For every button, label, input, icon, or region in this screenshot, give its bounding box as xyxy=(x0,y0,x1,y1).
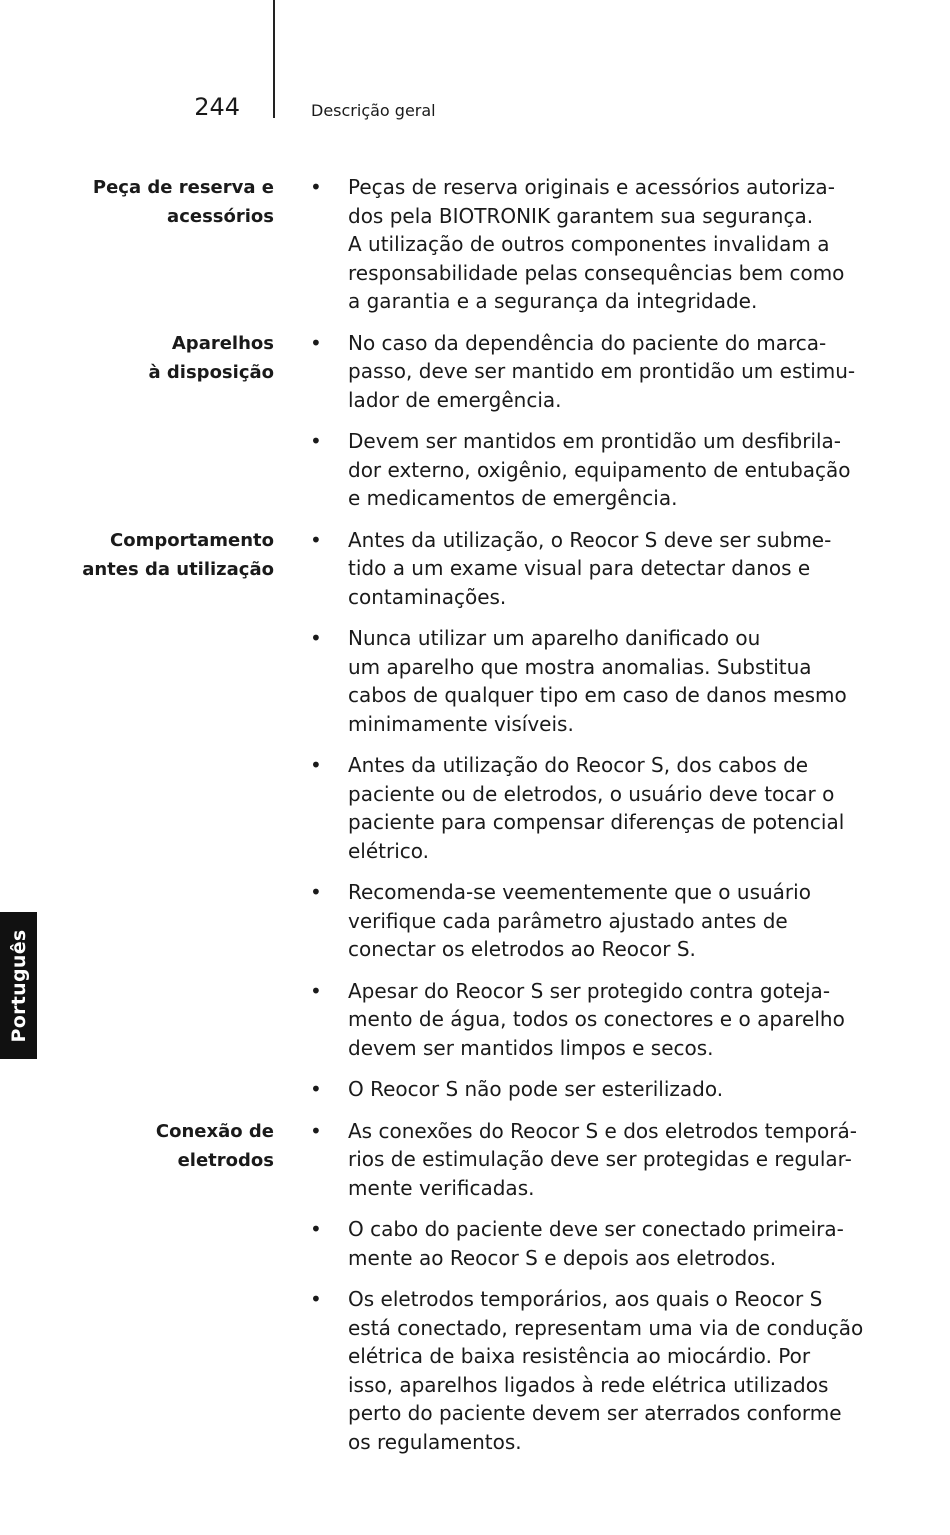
list-item-line: paciente ou de eletrodos, o usuário deve tocar o xyxy=(348,781,835,806)
section-label xyxy=(0,526,274,1117)
page-header-title: Descrição geral xyxy=(311,101,436,120)
list-item-line: e medicamentos de emergência. xyxy=(348,486,678,510)
list-item xyxy=(310,526,835,612)
list-item-line: um aparelho que mostra anomalias. Substitua xyxy=(348,654,812,679)
section-label xyxy=(0,329,274,526)
list-item-line: • Antes da utilização do Reocor S, dos cabos de xyxy=(348,753,809,777)
list-item-line: conectar os eletrodos ao Reocor S. xyxy=(348,937,696,961)
section-label-line: Peça de reserva e xyxy=(92,177,274,198)
list-item-line: elétrico. xyxy=(348,838,430,863)
section-label-line: antes da utilização xyxy=(82,558,274,580)
list-item-line: • Os eletrodos temporários, aos quais o Reocor S xyxy=(348,1287,823,1311)
bullet-list xyxy=(310,1117,864,1470)
list-item-line: • Antes da utilização, o Reocor S deve ser subme- xyxy=(348,527,832,552)
list-item xyxy=(310,878,835,964)
section-label-line: Aparelhos xyxy=(171,332,274,354)
list-item xyxy=(310,624,847,738)
list-item-line: está conectado, representam uma via de condução xyxy=(348,1315,864,1340)
list-item-line: tido a um exame visual para detectar danos e xyxy=(348,556,811,580)
list-item xyxy=(310,427,851,513)
list-item-line: • Nunca utilizar um aparelho danificado ou xyxy=(348,626,761,650)
list-item xyxy=(310,1285,864,1456)
bullet-list xyxy=(310,329,856,526)
list-item xyxy=(310,977,845,1063)
list-item-line: dos pela BIOTRONIK garantem sua segurança. xyxy=(348,203,814,228)
list-item-line: A utilização de outros componentes invalidam a xyxy=(348,232,830,256)
list-item-line: responsabilidade pelas consequências bem como xyxy=(348,260,845,285)
list-item xyxy=(310,173,845,316)
section xyxy=(0,173,950,329)
section-label xyxy=(0,1117,274,1470)
list-item-line: cabos de qualquer tipo em caso de danos mesmo xyxy=(348,683,847,707)
list-item-line: rios de estimulação deve ser protegidas e regular- xyxy=(348,1147,852,1171)
list-item-line: • Peças de reserva originais e acessórios autoriza- xyxy=(348,175,835,199)
list-item-line: • O Reocor S não pode ser esterilizado. xyxy=(348,1077,724,1101)
language-tab-label: Português xyxy=(7,929,30,1042)
list-item xyxy=(310,1215,844,1272)
list-item-line: • Devem ser mantidos em prontidão um desfibrila- xyxy=(348,429,842,453)
section-label-line: Comportamento xyxy=(110,529,274,551)
list-item-line: lador de emergência. xyxy=(348,387,562,412)
page-number: 244 xyxy=(194,93,240,121)
list-item-line: minimamente visíveis. xyxy=(348,711,574,736)
list-item-line: paciente para compensar diferenças de potencial xyxy=(348,810,845,834)
section xyxy=(0,1117,950,1470)
section xyxy=(0,526,950,1117)
list-item-line: dor externo, oxigênio, equipamento de entubação xyxy=(348,457,851,482)
document-body xyxy=(0,173,950,1469)
list-item-line: perto do paciente devem ser aterrados conforme xyxy=(348,1401,842,1425)
list-item-line: isso, aparelhos ligados à rede elétrica utilizados xyxy=(348,1372,829,1397)
section-label-line: Conexão de xyxy=(155,1120,274,1142)
section-label-line: à disposição xyxy=(148,361,274,383)
list-item-line: contaminações. xyxy=(348,584,507,609)
section-label-line: eletrodos xyxy=(177,1149,274,1171)
section-label-line: acessórios xyxy=(167,206,274,227)
list-item-line: • Apesar do Reocor S ser protegido contra goteja- xyxy=(348,978,831,1003)
list-item-line: mento de água, todos os conectores e o aparelho xyxy=(348,1007,845,1031)
list-item-line: os regulamentos. xyxy=(348,1429,522,1454)
list-item-line: • As conexões do Reocor S e dos eletrodos temporá- xyxy=(348,1118,857,1143)
list-item-line: a garantia e a segurança da integridade. xyxy=(348,289,758,313)
list-item xyxy=(310,1075,835,1104)
list-item xyxy=(310,1117,857,1203)
list-item-line: verifique cada parâmetro ajustado antes de xyxy=(348,908,788,933)
list-item xyxy=(310,751,845,865)
list-item-line: • O cabo do paciente deve ser conectado primeira- xyxy=(348,1217,844,1241)
list-item-line: • No caso da dependência do paciente do marca- xyxy=(348,330,827,355)
list-item-line: mente ao Reocor S e depois aos eletrodos. xyxy=(348,1245,777,1270)
section-label xyxy=(0,173,274,329)
header-divider xyxy=(273,0,275,118)
list-item-line: • Recomenda-se veementemente que o usuário xyxy=(348,880,811,904)
list-item-line: mente verificadas. xyxy=(348,1175,535,1200)
section xyxy=(0,329,950,526)
list-item-line: passo, deve ser mantido em prontidão um estimu- xyxy=(348,359,856,383)
list-item-line: elétrica de baixa resistência ao miocárdio. Por xyxy=(348,1344,811,1368)
bullet-list xyxy=(310,173,845,329)
bullet-list xyxy=(310,526,847,1117)
list-item xyxy=(310,329,856,415)
list-item-line: devem ser mantidos limpos e secos. xyxy=(348,1035,714,1060)
